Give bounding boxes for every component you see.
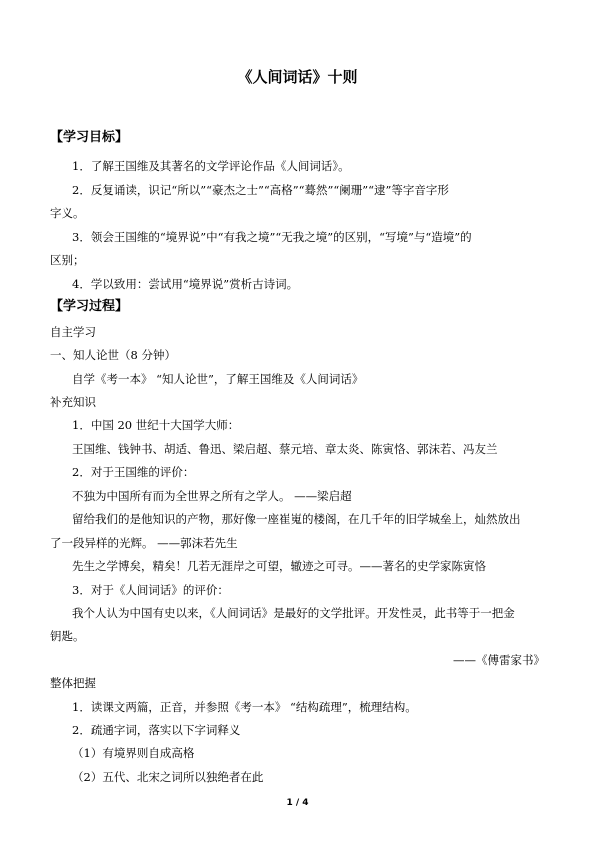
goal-item-1: 1．了解王国维及其著名的文学评论作品《人间词话》。 (72, 159, 350, 173)
supplement-item-3: 3．对于《人间词话》的评价： (72, 583, 229, 597)
goal-item-2-cont: 字义。 (50, 206, 85, 220)
overall-item-2: 2．疏通字词，落实以下字词释义 (72, 723, 241, 737)
section-1-title: 一、知人论世（8 分钟） (50, 348, 176, 362)
supplement-label: 补充知识 (50, 395, 96, 409)
overall-label: 整体把握 (50, 676, 96, 690)
process-heading: 【学习过程】 (50, 299, 129, 314)
goal-item-3-cont: 区别； (50, 253, 85, 267)
quote-2-line-1: 留给我们的是他知识的产物，那好像一座崔嵬的楼阁，在几千年的旧学城垒上，灿然放出 (72, 512, 521, 526)
goal-item-4: 4．学以致用：尝试用“境界说”赏析古诗词。 (72, 277, 299, 291)
overall-item-2-sub-1: （1）有境界则自成高格 (72, 746, 195, 760)
goals-heading: 【学习目标】 (50, 130, 129, 145)
quote-4-source: ——《傅雷家书》 (453, 653, 545, 667)
self-study-label: 自主学习 (50, 325, 96, 339)
overall-item-1: 1．读课文两篇，正音，并参照《考一本》 “结构疏理”，梳理结构。 (72, 700, 417, 714)
quote-4-line-2: 钥匙。 (50, 629, 85, 643)
page-number: 1 / 4 (286, 798, 309, 808)
supplement-item-1-text: 王国维、钱钟书、胡适、鲁迅、梁启超、蔡元培、章太炎、陈寅恪、郭沫若、冯友兰 (72, 442, 498, 456)
page-title: 《人间词话》十则 (237, 68, 358, 86)
overall-item-2-sub-2: （2）五代、北宋之词所以独绝者在此 (72, 770, 264, 784)
quote-1: 不独为中国所有而为全世界之所有之学人。 ——梁启超 (72, 489, 352, 503)
goal-item-2: 2．反复诵读，识记“所以”“豪杰之士”“高格”“蓦然”“阑珊”“逮”等字音字形 (72, 183, 449, 197)
quote-4-line-1: 我个人认为中国有史以来，《人间词话》是最好的文学批评。开发性灵，此书等于一把金 (72, 606, 515, 620)
section-1-text: 自学《考一本》 “知人论世”，了解王国维及《人间词话》 (72, 372, 364, 386)
quote-2-line-2: 了一段异样的光辉。 ——郭沫若先生 (50, 536, 238, 550)
quote-3: 先生之学博矣，精矣！几若无涯岸之可望，辙迹之可寻。——著名的史学家陈寅恪 (72, 559, 486, 573)
goal-item-3: 3．领会王国维的“境界说”中“有我之境”“无我之境”的区别，“写境”与“造境”的 (72, 230, 472, 244)
supplement-item-2: 2．对于王国维的评价： (72, 465, 195, 479)
supplement-item-1: 1．中国 20 世纪十大国学大师： (72, 418, 240, 432)
